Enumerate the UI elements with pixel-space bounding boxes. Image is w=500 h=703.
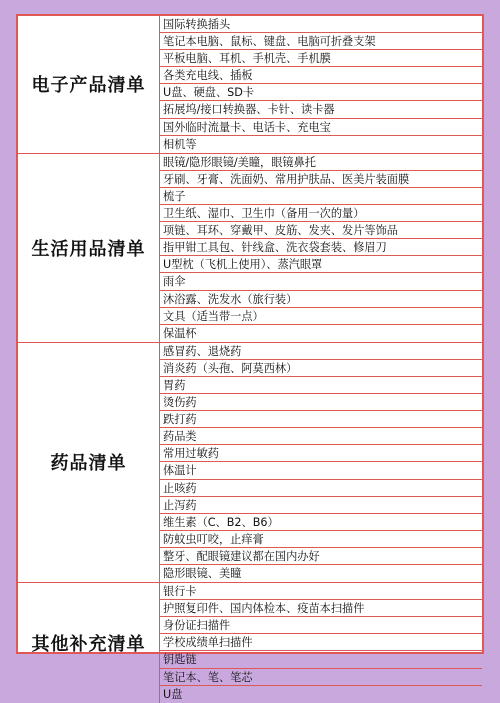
list-item: 跌打药 bbox=[160, 411, 482, 428]
list-item: 隐形眼镜、美瞳 bbox=[163, 567, 242, 580]
section-items bbox=[160, 583, 482, 703]
checklist-section bbox=[18, 16, 482, 154]
section-title: 其他补充清单 bbox=[18, 583, 160, 703]
list-item: 雨伞 bbox=[160, 273, 482, 290]
list-item: 消炎药（头孢、阿莫西林） bbox=[160, 360, 482, 377]
list-item: 沐浴露、洗发水（旅行装） bbox=[160, 291, 482, 308]
list-item: U型枕（飞机上使用）、蒸汽眼罩 bbox=[160, 256, 482, 273]
list-item: 防蚊虫叮咬，止痒膏 bbox=[160, 531, 482, 548]
list-item: 整牙、配眼镜建议都在国内办好 bbox=[160, 548, 482, 565]
list-item: 胃药 bbox=[160, 377, 482, 394]
list-item: U盘 bbox=[163, 687, 183, 701]
list-item: 笔记本、笔、笔芯 bbox=[160, 669, 482, 686]
list-item: 文具（适当带一点） bbox=[160, 308, 482, 325]
list-item: U盘、硬盘、SD卡 bbox=[160, 84, 482, 101]
list-item: 平板电脑、耳机、手机壳、手机膜 bbox=[160, 50, 482, 67]
list-item: 国外临时流量卡、电话卡、充电宝 bbox=[160, 119, 482, 136]
section-title: 电子产品清单 bbox=[18, 16, 160, 153]
checklist-section bbox=[18, 583, 482, 703]
list-item: 身份证扫描件 bbox=[160, 617, 482, 634]
list-item: 维生素（C、B2、B6） bbox=[160, 514, 482, 531]
list-item: 拓展坞/接口转换器、卡针、读卡器 bbox=[160, 101, 482, 118]
section-items bbox=[160, 343, 482, 582]
list-item: 国际转换插头 bbox=[160, 16, 482, 33]
list-item: 体温计 bbox=[160, 462, 482, 479]
list-item: 保温杯 bbox=[163, 326, 197, 340]
list-item: 钥匙链 bbox=[160, 651, 482, 668]
list-item: 药品类 bbox=[160, 428, 482, 445]
checklist-section bbox=[18, 343, 482, 583]
list-item: 相机等 bbox=[163, 137, 197, 151]
list-item: 梳子 bbox=[160, 188, 482, 205]
list-item: 感冒药、退烧药 bbox=[160, 343, 482, 360]
list-item: 眼镜/隐形眼镜/美瞳，眼镜鼻托 bbox=[160, 154, 482, 171]
section-title: 生活用品清单 bbox=[18, 154, 160, 342]
list-item: 止咳药 bbox=[160, 480, 482, 497]
list-item: 指甲钳工具包、针线盒、洗衣袋套装、修眉刀 bbox=[160, 239, 482, 256]
list-item: 笔记本电脑、鼠标、键盘、电脑可折叠支架 bbox=[160, 33, 482, 50]
list-item: 银行卡 bbox=[160, 583, 482, 600]
section-items bbox=[160, 154, 482, 342]
list-item: 各类充电线、插板 bbox=[160, 67, 482, 84]
checklist-section bbox=[18, 154, 482, 343]
section-title: 药品清单 bbox=[18, 343, 160, 582]
list-item: 烫伤药 bbox=[160, 394, 482, 411]
list-item: 常用过敏药 bbox=[160, 445, 482, 462]
list-item: 卫生纸、湿巾、卫生巾（备用一次的量） bbox=[160, 205, 482, 222]
list-item: 止泻药 bbox=[160, 497, 482, 514]
list-item: 牙刷、牙膏、洗面奶、常用护肤品、医美片装面膜 bbox=[160, 171, 482, 188]
list-item: 护照复印件、国内体检本、疫苗本扫描件 bbox=[160, 600, 482, 617]
list-item: 学校成绩单扫描件 bbox=[160, 634, 482, 651]
section-items bbox=[160, 16, 482, 153]
checklist-table bbox=[16, 14, 484, 701]
list-item: 项链、耳环、穿戴甲、皮筋、发夹、发片等饰品 bbox=[160, 222, 482, 239]
